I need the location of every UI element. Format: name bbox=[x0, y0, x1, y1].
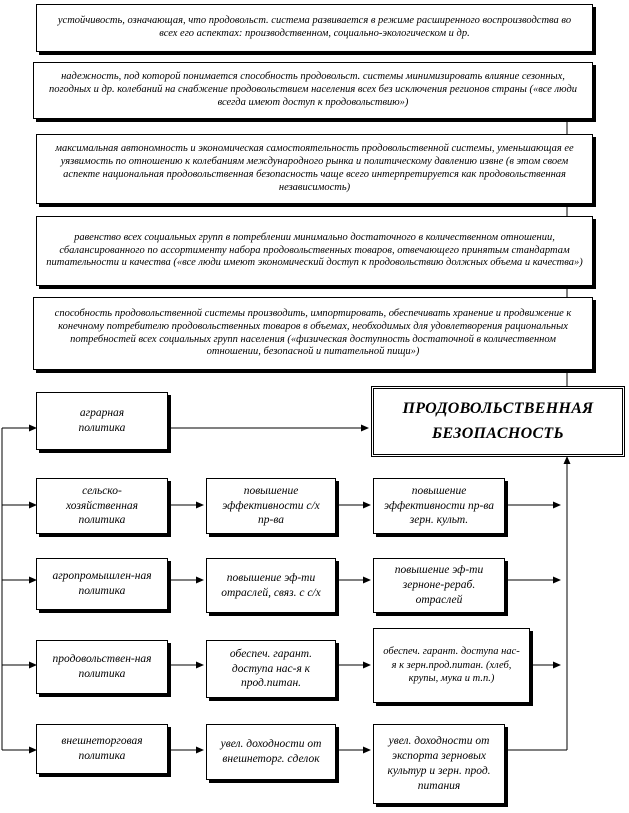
policy-box-food bbox=[36, 640, 168, 694]
aspect-autonomy bbox=[36, 134, 593, 204]
policy-label: сельско-хозяйственная политика bbox=[65, 484, 138, 527]
aspect-capability bbox=[33, 297, 593, 370]
result-box-foreign-trade bbox=[373, 724, 505, 804]
agrarian-policy-box bbox=[36, 392, 168, 450]
effect-box-agricultural bbox=[206, 478, 336, 534]
food-security-box bbox=[371, 386, 625, 457]
aspect-text: способность продовольственной системы производить, импортировать, обеспечивать хранение и продвижение к конечному потребителю продовольственных товаров в объемах, необходимых для удовлетворения рациональных потребностей всех социальных групп населения («физическая доступность достаточной в количественном отношении, безопасной и питательной пищи») bbox=[54, 307, 572, 358]
result-box-agroindustrial bbox=[373, 558, 505, 613]
aspect-text: равенство всех социальных групп в потреблении минимально достаточного в количественном отношении, сбалансированного по ассортименту набора продовольственных товаров, отвечающего принятым стандартам питательности и качества («все люди имеют экономический доступ к продовольствию должных объема и качества») bbox=[46, 231, 583, 269]
result-label: повышение эф-ти зерноне-рераб. отраслей bbox=[394, 564, 484, 606]
effect-label: увел. доходности от внешнеторг. сделок bbox=[220, 738, 322, 765]
result-label: повышение эффективности пр-ва зерн. культ. bbox=[383, 484, 495, 527]
aspect-sustainability bbox=[36, 4, 593, 52]
effect-box-agroindustrial bbox=[206, 558, 336, 613]
policy-box-agricultural bbox=[36, 478, 168, 534]
result-label: увел. доходности от экспорта зерновых культур и зерн. прод. питания bbox=[387, 735, 491, 792]
food-security-title: ПРОДОВОЛЬСТВЕННАЯ БЕЗОПАСНОСТЬ bbox=[402, 399, 594, 442]
aspect-equality bbox=[36, 216, 593, 286]
effect-label: повышение эффективности с/х пр-ва bbox=[222, 484, 320, 527]
aspect-text: максимальная автономность и экономическая самостоятельность продовольственной системы, уменьшающая ее уязвимость по отношению к колебаниям международного рынка и политическому давлению извне (в этом своем аспекте национальная продовольственная безопасность чаще всего интерпретируется как продовольственная независимость) bbox=[55, 143, 574, 193]
policy-label: продовольствен-ная политика bbox=[52, 653, 152, 680]
effect-label: обеспеч. гарант. доступа нас-я к прод.питан. bbox=[229, 647, 313, 690]
result-box-food bbox=[373, 628, 530, 703]
result-box-agricultural bbox=[373, 478, 505, 534]
effect-box-foreign-trade bbox=[206, 724, 336, 780]
agrarian-policy-label: аграрная политика bbox=[78, 407, 126, 434]
effect-box-food bbox=[206, 640, 336, 698]
policy-label: агропромышлен-ная политика bbox=[52, 570, 152, 597]
aspect-reliability bbox=[33, 62, 593, 119]
result-label: обеспеч. гарант. доступа нас-я к зерн.прод.питан. (хлеб, крупы, мука и т.п.) bbox=[383, 646, 520, 685]
aspect-text: устойчивость, означающая, что продовольст. система развивается в режиме расширенного воспроизводства во всех его аспектах: производственном, социально-экологическом и др. bbox=[57, 15, 572, 39]
policy-box-agroindustrial bbox=[36, 558, 168, 610]
effect-label: повышение эф-ти отраслей, связ. с с/х bbox=[221, 571, 321, 599]
policy-label: внешнеторговая политика bbox=[61, 735, 143, 762]
aspect-text: надежность, под которой понимается способность продовольст. системы минимизировать влияние сезонных, погодных и др. колебаний на снабжение продовольствием населения всех без исключения регионов страны («все люди всегда имеют доступ к продовольствию») bbox=[48, 71, 578, 108]
policy-box-foreign-trade bbox=[36, 724, 168, 774]
